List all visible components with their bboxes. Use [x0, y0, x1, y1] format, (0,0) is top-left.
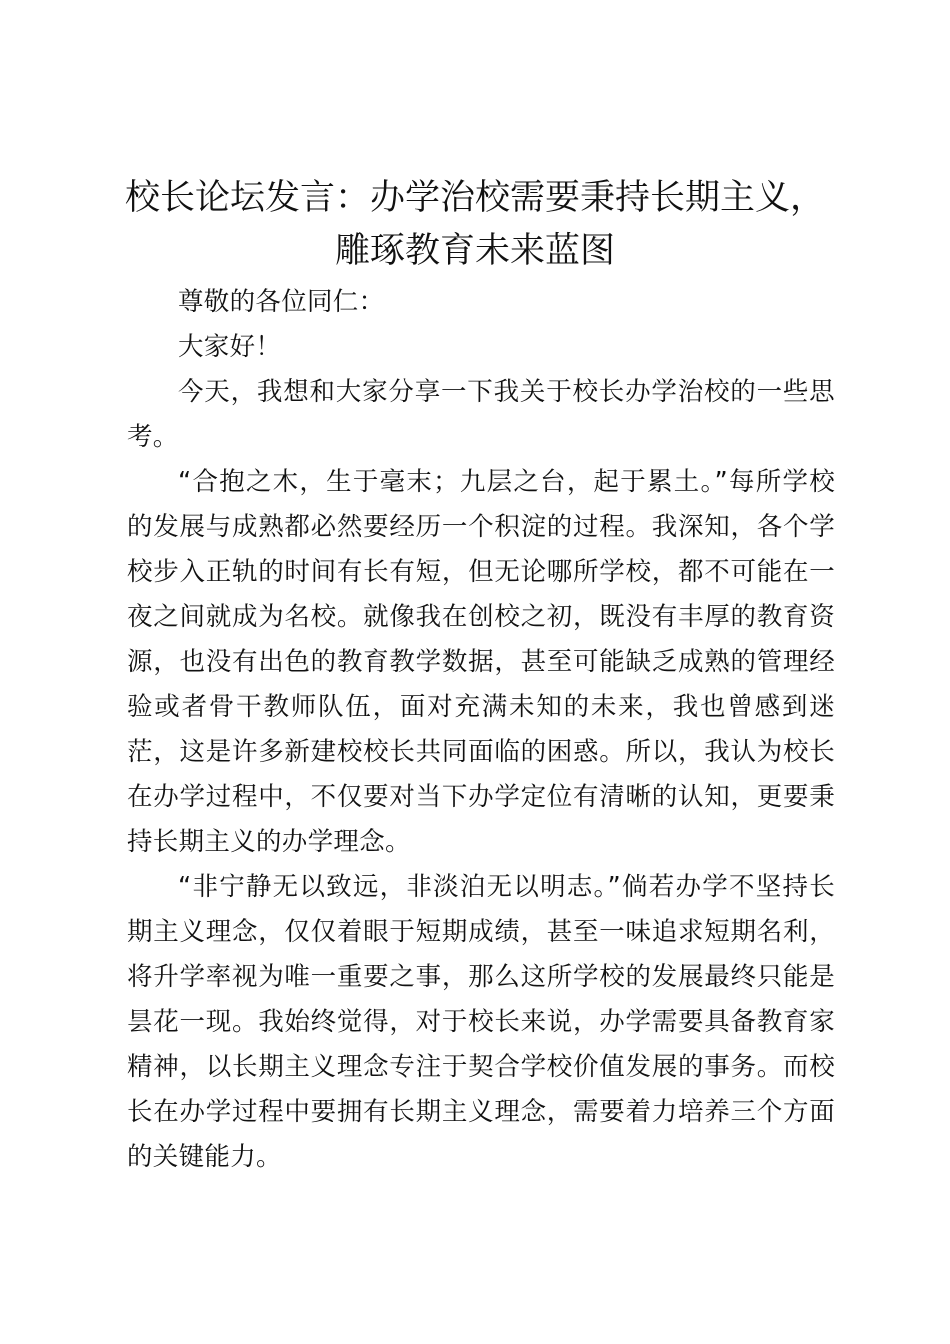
- intro-paragraph: 今天，我想和大家分享一下我关于校长办学治校的一些思考。: [127, 377, 835, 452]
- document-title: 校长论坛发言：办学治校需要秉持长期主义，雕琢教育未来蓝图: [124, 178, 825, 271]
- greeting-paragraph: 大家好！: [178, 332, 282, 362]
- body-paragraph: “合抱之木，生于毫末；九层之台，起于累土。”每所学校的发展与成熟都必然要经历一个积淀的过程。我深知，各个学校步入正轨的时间有长有短，但无论哪所学校，都不可能在一夜之间就成为名校。就像我在创校之初，既没有丰厚的教育资源，也没有出色的教育教学数据，甚至可能缺乏成熟的管理经验或者骨干教师队伍，面对充满未知的未来，我也曾感到迷茫，这是许多新建校校长共同面临的困惑。所以，我认为校长在办学过程中，不仅要对当下办学定位有清晰的认知，更要秉持长期主义的办学理念。: [127, 467, 835, 857]
- document-body: [127, 280, 835, 1180]
- salutation-paragraph: 尊敬的各位同仁：: [178, 287, 385, 317]
- body-paragraph: “非宁静无以致远，非淡泊无以明志。”倘若办学不坚持长期主义理念，仅仅着眼于短期成绩，甚至一味追求短期名利，将升学率视为唯一重要之事，那么这所学校的发展最终只能是昙花一现。我始终觉得，对于校长来说，办学需要具备教育家精神，以长期主义理念专注于契合学校价值发展的事务。而校长在办学过程中要拥有长期主义理念，需要着力培养三个方面的关键能力。: [127, 872, 835, 1172]
